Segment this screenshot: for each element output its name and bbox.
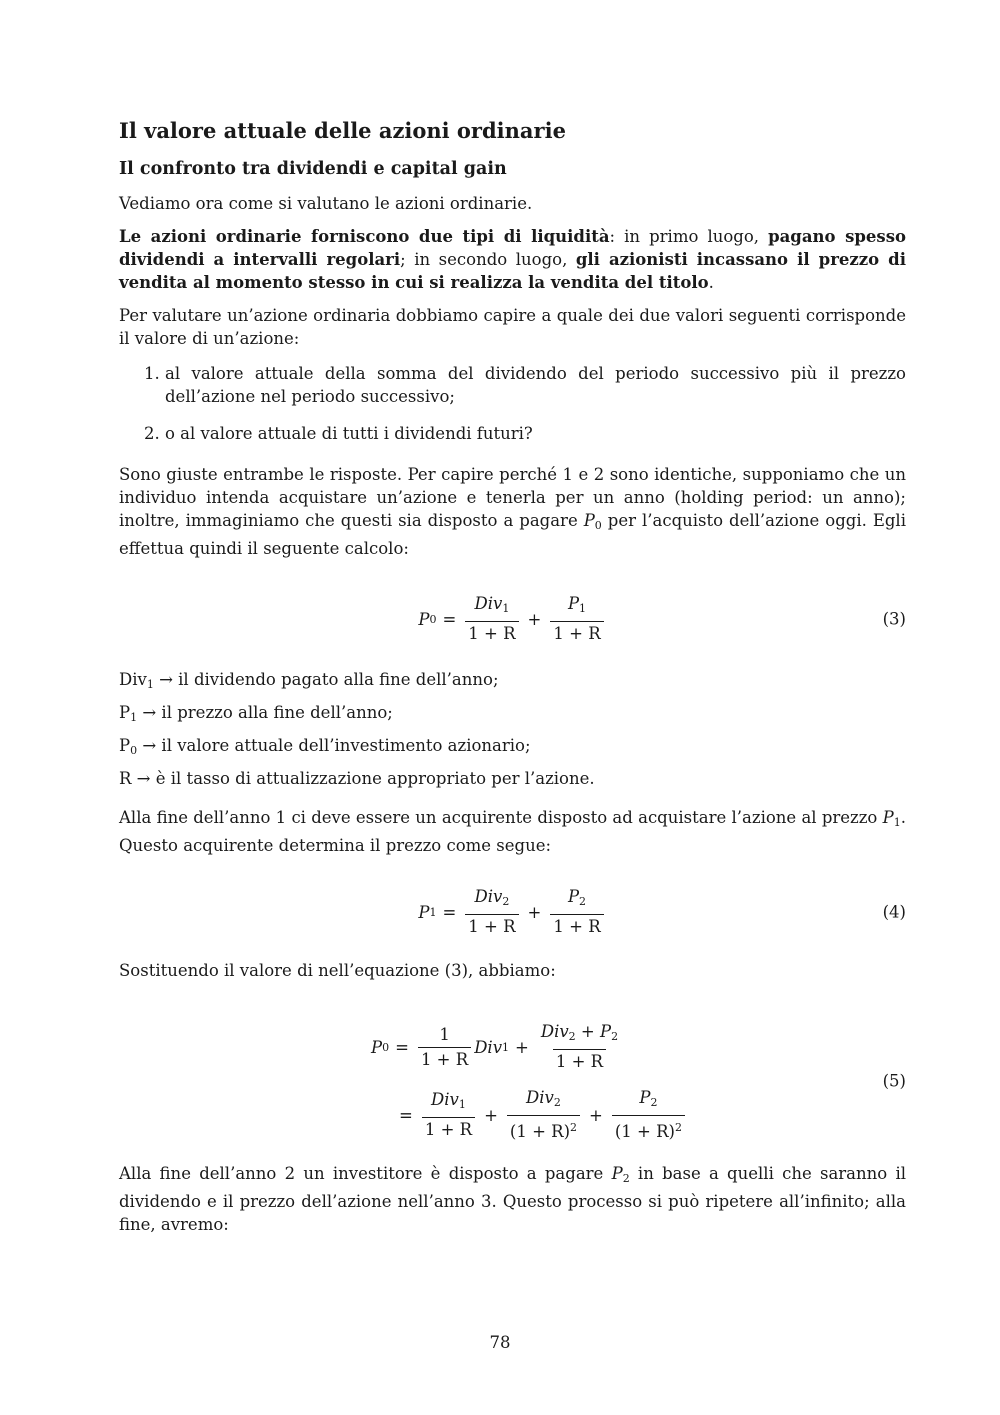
- list-item: 1. al valore attuale della somma del dividendo del periodo successivo più il prezzo dell’azione nel periodo successivo;: [165, 362, 906, 408]
- subsection-title: Il confronto tra dividendi e capital gain: [119, 159, 507, 179]
- paragraph-substitution: Sostituendo il valore di nell’equazione (3), abbiamo:: [119, 961, 556, 980]
- paragraph-question: Per valutare un’azione ordinaria dobbiamo capire a quale dei due valori seguenti corrisponde il valore di un’azione:: [119, 306, 906, 348]
- bold-phrase: pagano spesso dividendi a intervalli regolari: [119, 227, 906, 269]
- fraction: $\frac{P_2}{(1 + R)^2}$: [612, 1088, 685, 1142]
- page-number: 78: [489, 1333, 511, 1352]
- paragraph-year-one: Alla fine dell’anno 1 ci deve essere un acquirente disposto ad acquistare l’azione al prezzo $P_1$. Questo acquirente determina il prezzo come segue:: [119, 808, 906, 855]
- equation-4: P 1 = $\frac{Div_2}{1 + R}$ + $\frac{P_2}{1 + R}$ (4): [418, 887, 906, 936]
- bold-phrase: gli azionisti incassano il prezzo di vendita al momento stesso in cui si realizza la vendita del titolo: [119, 250, 906, 292]
- list-item: 2. o al valore attuale di tutti i dividendi futuri?: [165, 422, 906, 445]
- section-title: Il valore attuale delle azioni ordinarie: [119, 118, 566, 143]
- definitions-list: [119, 668, 906, 790]
- definition-item: $P_0$ → il valore attuale dell’investimento azionario;: [119, 736, 531, 757]
- definition-item: $P_1$ → il prezzo alla fine dell’anno;: [119, 703, 393, 724]
- fraction: $\frac{Div_2 + P_2}{1 + R}$: [540, 1022, 619, 1071]
- numbered-list: [119, 362, 906, 445]
- equation-5: [119, 1016, 906, 1146]
- paragraph-liquidity: Le azioni ordinarie forniscono due tipi di liquidità: in primo luogo, pagano spesso dividendi a intervalli regolari; in secondo luogo, gli azionisti incassano il prezzo di vendita al momento stesso in cui si realizza la vendita del titolo.: [119, 227, 906, 292]
- page-content: [119, 110, 906, 1246]
- fraction: $\frac{Div_2}{(1 + R)^2}$: [507, 1088, 580, 1142]
- fraction: $\frac{Div_1}{1 + R}$: [422, 1090, 475, 1140]
- equation-3: P 0 = $\frac{Div_1}{1 + R}$ + $\frac{P_1}{1 + R}$ (3): [418, 594, 906, 643]
- equation-number: (3): [882, 609, 906, 629]
- fraction: $\frac{Div_2}{1 + R}$: [465, 887, 518, 937]
- equation-row: P 0 = $\frac{1}{1 + R}$ Div 1 + $\frac{Div_2 + P_2}{1 + R}$: [371, 1016, 624, 1078]
- paragraph-intro: Vediamo ora come si valutano le azioni ordinarie.: [119, 194, 533, 213]
- equation-number: (4): [882, 902, 906, 922]
- fraction: $\frac{Div_1}{1 + R}$: [465, 594, 518, 644]
- fraction: $\frac{P_1}{1 + R}$: [550, 594, 603, 644]
- definition-item: Div$_1$ → il dividendo pagato alla fine dell’anno;: [119, 670, 499, 691]
- definition-item: R → è il tasso di attualizzazione appropriato per l’azione.: [119, 769, 595, 788]
- paragraph-year-two: Alla fine dell’anno 2 un investitore è disposto a pagare $P_2$ in base a quelli che saranno il dividendo e il prezzo dell’azione nell’anno 3. Questo processo si può ripetere all’infinito; alla fine, avremo:: [119, 1164, 906, 1234]
- paragraph-explanation: Sono giuste entrambe le risposte. Per capire perché 1 e 2 sono identiche, supponiamo che un individuo intenda acquistare un’azione e tenerla per un anno (holding period: un anno); inoltre, immaginiamo che questi sia disposto a pagare $P_0$ per l’acquisto dell’azione oggi. Egli effettua quindi il seguente calcolo:: [119, 465, 906, 558]
- fraction: $\frac{1}{1 + R}$: [418, 1025, 471, 1070]
- equation-row: = $\frac{Div_1}{1 + R}$ + $\frac{Div_2}{(1 + R)^2}$ + $\frac{P_2}{(1 + R)^2}$: [393, 1084, 688, 1146]
- fraction: $\frac{P_2}{1 + R}$: [550, 887, 603, 937]
- bold-phrase: Le azioni ordinarie forniscono due tipi di liquidità: [119, 227, 610, 246]
- equation-number: (5): [882, 1071, 906, 1091]
